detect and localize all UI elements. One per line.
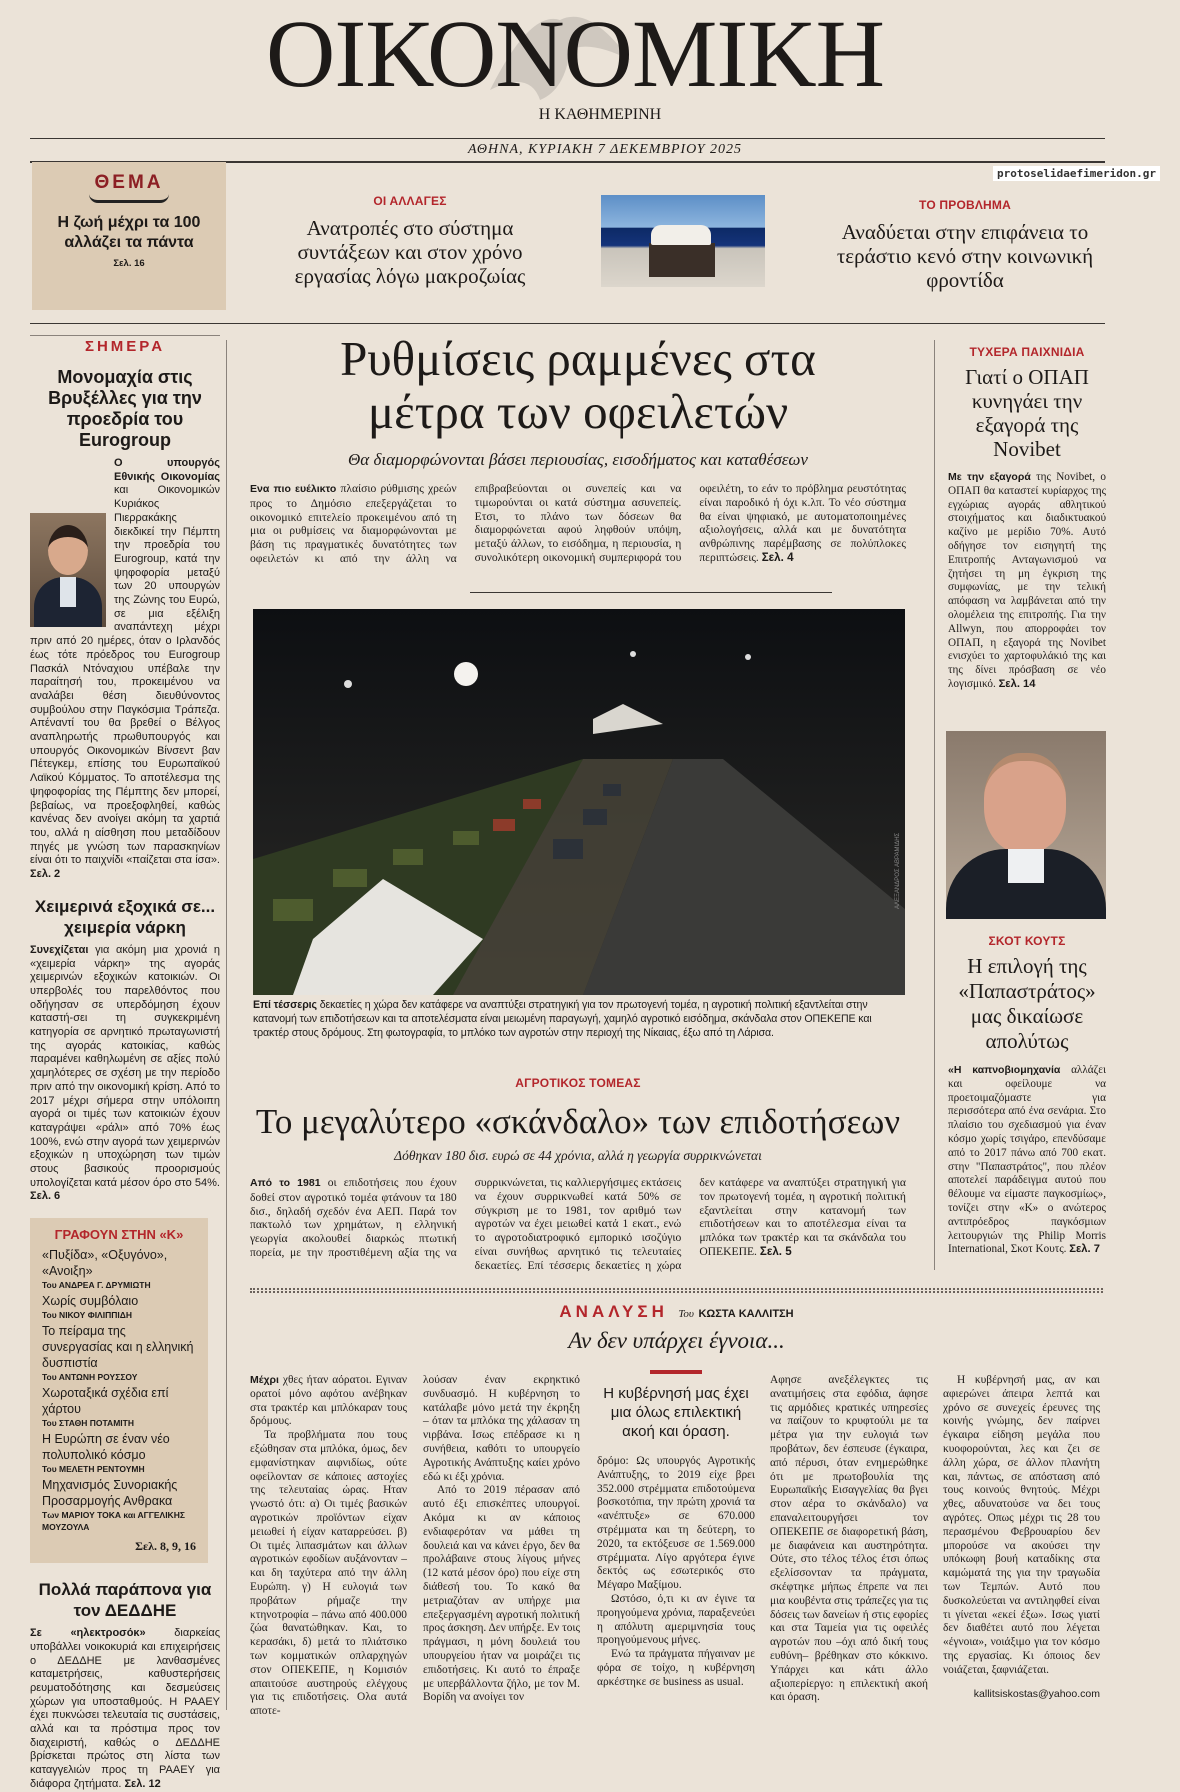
changes-headline: Ανατροπές στο σύστημα συντάξεων και στον χρόνο εργασίας λόγω μακροζωίας (294, 216, 526, 288)
analysis-header (250, 1302, 1103, 1354)
brace-icon (89, 194, 169, 203)
writers-item-title: Μηχανισμός Συνοριακής Προσαρμογής Ανθρακα (42, 1478, 178, 1509)
coutts-article[interactable] (948, 934, 1106, 1257)
deddie-lead: Σε «ηλεκτροσόκ» (30, 1627, 146, 1640)
masthead-title: ΟΙΚΟΝΟΜΙΚΗ (266, 0, 884, 107)
agri-kicker: ΑΓΡΟΤΙΚΟΣ ΤΟΜΕΑΣ (515, 1076, 641, 1090)
lead-subtitle: Θα διαμορφώνονται βάσει περιουσίας, εισοδήματος και καταθέσεων (348, 450, 808, 469)
pierrakakis-photo (30, 513, 106, 627)
quote-accent-bar (650, 1370, 702, 1374)
writers-item-author: Των ΜΑΡΙΟΥ ΤΟΚΑ και ΑΓΓΕΛΙΚΗΣ ΜΟΥΖΟΥΛΑ (42, 1510, 185, 1533)
changes-kicker: ΟΙ ΑΛΛΑΓΕΣ (373, 194, 447, 208)
winter-headline: Χειμερινά εξοχικά σε... χειμερία νάρκη (34, 896, 216, 937)
section-today: ΣΗΜΕΡΑ (30, 335, 220, 355)
issue-date: ΑΘΗΝΑ, ΚΥΡΙΑΚΗ 7 ΔΕΚΕΜΒΡΙΟΥ 2025 (467, 142, 743, 157)
thema-box[interactable] (32, 162, 226, 310)
farmers-blockade-photo (253, 609, 905, 995)
pull-quote: Η κυβέρνησή μας έχει μια όλως επιλεκτική ακοή και όραση. (603, 1385, 749, 1440)
problem-teaser[interactable] (820, 198, 1110, 292)
caption-body: δεκαετίες η χώρα δεν κατάφερε να αναπτύξει στρατηγική για τον πρωτογενή τομέα, η αγροτική πολιτική εξαντλείται στην κατανομή των επιδοτήσεων και τα αποτελέσματα είναι μειωμένη παραγωγή, χαμηλό αγροτικό εισόδημα, σκάνδαλα στον ΟΠΕΚΕΠΕ και τρακτέρ στους δρόμους. Στη φωτογραφία, το μπλόκο των αγροτών στην περιοχή της Νίκαιας, έξω από τη Λάρισα. (253, 999, 872, 1039)
agri-lead: Από το 1981 (250, 1177, 321, 1189)
writers-item-author: Του ΣΤΑΘΗ ΠΟΤΑΜΙΤΗ (42, 1418, 134, 1429)
writers-item[interactable] (42, 1323, 196, 1383)
paragraph: Ενώ τα πράγματα πήγαιναν με φόρα σε τοίχο, η κυβέρνηση αρκέστηκε σε business as usual. (597, 1648, 755, 1688)
masthead-subtitle: Η ΚΑΘΗΜΕΡΙΝΗ (538, 106, 662, 123)
photo-caption (253, 998, 903, 1040)
writers-pages: Σελ. 8, 9, 16 (135, 1539, 196, 1554)
agri-subtitle: Δόθηκαν 180 δισ. ευρώ σε 44 χρόνια, αλλά η γεωργία συρρικνώνεται (394, 1148, 762, 1163)
lead-story[interactable] (250, 332, 906, 580)
writers-item-title: Χωρίς συμβόλαιο (42, 1294, 139, 1309)
writers-item[interactable] (42, 1247, 196, 1291)
elderly-bench-photo (601, 195, 765, 287)
svg-text:ΑΛΕΞΑΝΔΡΟΣ ΑΒΡΑΜΙΔΗΣ: ΑΛΕΞΑΝΔΡΟΣ ΑΒΡΑΜΙΔΗΣ (895, 832, 901, 909)
opap-page: Σελ. 14 (998, 677, 1036, 690)
paragraph: Από το 2019 πέρασαν από αυτό έξι επισκέπτες υπουργοί. Ακόμα κι αν κάποιος ενδιαφερόταν να μάθει τη δουλειά και να κάνει έργο, δεν θα προλάβαινε στους λίγους μήνες (12 κατά μέσον όρο) που είχε στη διάθεσή του. Το κακό θα μετριαζόταν αν υπήρχε μια επεξεργασμένη αγροτική πολιτική προς άσκηση. Δεν υπήρξε. Εν τοις πράγμασι, η μόνη δουλειά του υπουργείου ήταν να μοιράζει τις επιδοτήσεις. Κι αυτό το έπραξε με υπερβάλλοντα ζήλο, με τον Μ. Βορίδη να ανοίγει τον (423, 1484, 580, 1704)
analysis-lead: Μέχρι (250, 1374, 279, 1386)
coutts-body: αλλάζει και οφείλουμε να προετοιμαζόμαστε για περισσότερα από ένα σενάρια. Στο πλαίσιο του σχεδιασμού για έναν κόσμο χωρίς τσιγάρο, επενδύσαμε από το 2017 πάνω από 700 εκατ. στην "Παπαστράτος", που πλέον αποτελεί παράδειγμα αυτού που θέλουμε να είμαστε παγκοσμίως», τονίζει στην «Κ» ο ανώτερος αντιπρόεδρος παγκόσμιων λειτουργιών της Philip Morris International, Σκοτ Κουτς. (948, 1064, 1106, 1256)
lead-story-page: Σελ. 4 (761, 550, 794, 564)
analysis-col-5 (943, 1374, 1100, 1701)
agri-page: Σελ. 5 (759, 1244, 792, 1258)
problem-kicker: ΤΟ ΠΡΟΒΛΗΜΑ (919, 198, 1011, 212)
agri-body: οι επιδοτήσεις που έχουν δοθεί στον αγροτικό τομέα φτάνουν τα 180 δισ., δηλαδή σχεδόν ένα ΑΕΠ. Παρά τον πακτωλό των χρημάτων, η ελληνική γεωργία ακολουθεί διαρκώς πτωτική πορεία, με την προστιθέμενη αξία της να συρρικνώνεται, τις καλλιεργήσιμες εκτάσεις να έχουν συρρικνωθεί κατά 50% σε σύγκριση με το 1981, τον αριθμό των αγροτών να έχει μειωθεί κατά 1 εκατ., ενώ το αγροτοδιατροφικό εμπορικό ισοζύγιο είναι συνήθως αρνητικό τις τελευταίες δεκαετίες. Επί τέσσερις δεκαετίες η χώρα δεν κατάφερε να αναπτύξει στρατηγική για τον πρωτογενή τομέα, η αγροτική πολιτική εξαντλείται στην κατανομή των επιδοτήσεων και το αποτέλεσμα είναι τα μπλόκα των τρακτέρ και τα σκάνδαλα του ΟΠΕΚΕΠΕ. (250, 1176, 906, 1272)
analysis-col-4 (770, 1374, 928, 1705)
caption-lead: Επί τέσσερις (253, 999, 317, 1011)
deddie-page: Σελ. 12 (124, 1777, 161, 1790)
writers-item-author: Του ΝΙΚΟΥ ΦΙΛΙΠΠΙΔΗ (42, 1310, 132, 1321)
paragraph: Η κυβέρνησή μας, αν και αφιερώνει άπειρα λεπτά και χρόνο σε συνεχείς έρευνες της κοινής γνώμης, δεν παίρνει έγκαιρα είδηση μεγάλα που κυοφορούνται, λες και ζει σε άλλη χώρα, σε άλλον πλανήτη και, πάντως, σε απόσταση από τους κοινούς θνητούς. Μέχρι χθες, αδυνατούσε να δει τους αγρότες. Οπως μέχρι τις 28 του περασμένου Φεβρουαρίου δεν μπορούσε να ακούσει την υπόκωφη βουή καταδίκης στα καμώματά της για την τραγωδία των Τεμπών. Αυτό που δυσκολεύεται να αντιληφθεί είναι τι γίνεται «εκεί έξω». Ισως γιατί δεν διαθέτει αυτό που λέγεται «έγνοια», νοιάξιμο για τον κόσμο της εργασίας. Κι όποιος δεν νοιάζεται, ξαφνιάζεται. (943, 1374, 1100, 1676)
writers-item-title: «Πυξίδα», «Οξυγόνο», «Ανοιξη» (42, 1248, 168, 1279)
coutts-headline: Η επιλογή της «Παπαστράτος» μας δικαίωσε απολύτως (958, 954, 1096, 1053)
paragraph: χθες ήταν αόρατοι. Εγιναν ορατοί μόνο αφότου ανέβηκαν στα τρακτέρ και μπλόκαραν τους δρόμους. (250, 1374, 407, 1428)
paragraph: Ωστόσο, ό,τι κι αν έγινε τα προηγούμενα χρόνια, παραξενεύει η απόλυτη αμεριμνησία τους προηγούμενους μήνες. (597, 1592, 755, 1647)
deddie-body: διαρκείας υποβάλλει νοικοκυριά και επιχειρήσεις ο ΔΕΔΔΗΕ με λανθασμένες καταμετρήσεις, καθυστερήσεις ρευματοδότησης και δεσμεύσεις χώρων για υποσταθμούς. Η ΡΑΑΕΥ έχει πυκνώσει τελευταία τις συστάσεις, αλλά και τα πρόστιμα προς τον διαχειριστή, καθώς ο ΔΕΔΔΗΕ βρίσκεται πρώτος στη λίστα των καταγγελιών προς τη ΡΑΑΕΥ για διάφορα ζητήματα. (30, 1627, 220, 1790)
writers-item-title: Η Ευρώπη σε έναν νέο πολυπολικό κόσμο (42, 1432, 170, 1463)
eurogroup-page: Σελ. 2 (30, 868, 61, 881)
watermark-label: protoselidaefimeridon.gr (993, 166, 1160, 181)
eurogroup-headline: Μονομαχία στις Βρυξέλλες για την προεδρία του Eurogroup (48, 367, 202, 450)
byline-prefix: Του (678, 1308, 694, 1320)
winter-lead: Συνεχίζεται (30, 943, 89, 956)
lead-story-lead: Ενα πιο ευέλικτο (250, 483, 337, 495)
agri-story[interactable] (250, 1076, 906, 1274)
paragraph: δρόμο: Ως υπουργός Αγροτικής Ανάπτυξης, το 2019 είχε βρει 352.000 στρέμματα επιδοτούμενα βοσκοτόπια, την πρώτη χρονιά τα «ανέπτυξε» σε 670.000 στρέμματα και τη δεύτερη, το 2020, τα εκτόξευσε σε 1.569.000 στρέμματα. Λίγο αργότερα έγινε δεκτός ως εσωτερικός στο Μέγαρο Μαξίμου. (597, 1455, 755, 1592)
writers-item[interactable] (42, 1385, 196, 1429)
coutts-page: Σελ. 7 (1069, 1243, 1100, 1256)
opap-kicker: ΤΥΧΕΡΑ ΠΑΙΧΝΙΔΙΑ (969, 345, 1085, 359)
paragraph: Τα προβλήματα που τους εξώθησαν στα μπλόκα, όμως, δεν εμφανίστηκαν αιφνιδίως, ούτε οφείλονταν σε κάποιες αστοχίες της τελευταίας ώρας. Ηταν γνωστό ότι: α) Οι τιμές βασικών αγροτικών προϊόντων είχαν μειωθεί ή είχαν καταρρεύσει. β) Οι τιμές λιπασμάτων και άλλων αγροτικών εφοδίων αυξάνονταν – και δη ταχύτερα από την άλλη Ευρώπη. γ) Η ευλογιά των προβάτων ρήμαζε την κτηνοτροφία – πάνω από 400.000 ζώα θανατώθηκαν. Και, το κερασάκι, δ) μετά το πλιάτσικο των κομματικών οπλαρχηγών στον ΟΠΕΚΕΠΕ, η Κομισιόν απαιτούσε αυστηρούς ελέγχους για τις επιδοτήσεις. Ολα αυτά αποτε- (250, 1429, 407, 1718)
writers-item-author: Του ΑΝΤΩΝΗ ΡΟΥΣΣΟΥ (42, 1372, 138, 1383)
analysis-col-3 (597, 1370, 755, 1690)
opap-lead: Με την εξαγορά (948, 471, 1031, 483)
analysis-col-1 (250, 1374, 407, 1719)
writers-box[interactable] (30, 1218, 208, 1563)
thema-headline: Η ζωή μέχρι τα 100 αλλάζει τα πάντα (57, 214, 201, 251)
analysis-label: ΑΝΑΛΥΣΗ (559, 1302, 668, 1321)
winter-body: για ακόμη μια χρονιά η «χειμερία νάρκη» της αγοράς χειμερινών εξοχικών κατοικιών. Οι υπερβολές του παρελθόντος που οδήγησαν σε υπερδόμηση έχουν καταστή-σει τη συγκεκριμένη κατηγορία σε αρνητικό πρωταγωνιστή της αγοράς κατοικίας, καθώς παραμένει καθηλωμένη σε αξίες πολύ χαμηλότερες σε σχέση με την περίοδο πριν από την οικονομική κρίση. Από το 2017 μέχρι σήμερα στην υπόλοιπη αγορά οι τιμές των κατοικιών έχουν καταγράψει «ράλι» από 70% έως 100%, ενώ στην αγορά των χειμερινών εξοχικών η υποχώρηση των τιμών στους βασικούς προορισμούς υπολογίζεται κατά μέσον όρο στο 54%. (30, 943, 220, 1189)
writers-title: ΓΡΑΦΟΥΝ ΣΤΗΝ «Κ» (54, 1227, 184, 1243)
problem-headline: Αναδύεται στην επιφάνεια το τεράστιο κενό στην κοινωνική φροντίδα (836, 220, 1094, 292)
writers-item[interactable] (42, 1477, 196, 1533)
analysis-top-rule (250, 1288, 1103, 1293)
coutts-lead: «Η καπνοβιομηχανία (948, 1064, 1061, 1076)
changes-teaser[interactable] (260, 194, 560, 288)
left-column (30, 335, 220, 1792)
writers-item[interactable] (42, 1293, 196, 1321)
opap-article[interactable] (948, 345, 1106, 692)
paragraph: λούσαν έναν εκρηκτικό συνδυασμό. Η κυβέρνηση το κατάλαβε μόνο μετά την έκρηξη – όταν τα μπλόκα της χάλασαν τη νιρβάνα. Ισως επέδρασε κι η συνήθεια, καθότι το υπουργείο Αγροτικής Ανάπτυξης καίει χρόνο εδώ κι έξι χρόνια. (423, 1374, 580, 1483)
writers-item-author: Του ΜΕΛΕΤΗ ΡΕΝΤΟΥΜΗ (42, 1464, 145, 1475)
scott-coutts-photo (946, 731, 1106, 919)
winter-homes-article[interactable] (30, 896, 220, 1204)
thema-label: ΘΕΜΑ (94, 172, 164, 193)
winter-page: Σελ. 6 (30, 1190, 61, 1203)
lead-headline: Ρυθμίσεις ραμμένες στα μέτρα των οφειλετών (340, 331, 816, 439)
thema-page: Σελ. 16 (113, 258, 145, 269)
deddie-headline: Πολλά παράπονα για τον ΔΕΔΔΗΕ (38, 1580, 212, 1621)
author-email[interactable]: kallitsiskostas@yahoo.com (973, 1687, 1100, 1700)
opap-headline: Γιατί ο ΟΠΑΠ κυνηγάει την εξαγορά της Novibet (965, 365, 1089, 461)
analysis-col-2 (423, 1374, 580, 1705)
writers-item[interactable] (42, 1431, 196, 1475)
eurogroup-lead: Ο υπουργός Εθνικής Οικονομίας (114, 457, 220, 483)
writers-item-author: Του ΑΝΔΡΕΑ Γ. ΔΡΥΜΙΩΤΗ (42, 1280, 151, 1291)
writers-item-title: Το πείραμα της συνεργασίας και η ελληνική δυσπιστία (42, 1324, 194, 1371)
deddie-article[interactable] (30, 1579, 220, 1791)
agri-headline: Το μεγαλύτερο «σκάνδαλο» των επιδοτήσεων (255, 1102, 901, 1141)
analysis-headline: Αν δεν υπάρχει έγνοια... (568, 1328, 785, 1353)
lead-story-body: πλαίσιο ρύθμισης χρεών προς το Δημόσιο επεξεργάζεται το οικονομικό επιτελείο προκειμένου από τη μια οι ρυθμίσεις να διαμορφώνονται με βάση τις πραγματικές δυνατότητες των οφειλετών κι από την άλλη να επιβραβεύονται οι συνεπείς και να τιμωρούνται οι κατά σύστημα ασυνεπείς. Ετσι, το πλάνο των δόσεων θα διαμορφώνεται αφού ληφθούν υπόψη, μεταξύ άλλων, το εισόδημα, η περιουσία, η συνολικότερη οικονομική συμπεριφορά του οφειλέτη, το εάν το πρόβλημα ρευστότητας είναι παροδικό ή όχι κ.λπ. Το νέο σύστημα θα είναι ψηφιακό, με αυτοματοποιημένες αξιολογήσεις, αλλά και με δυνατότητα ανθρώπινης παρέμβασης σε πολύπλοκες περιπτώσεις. (250, 482, 906, 565)
eurogroup-body: και Οικονομικών Κυριάκος Πιερρακάκης διεκδικεί την Πέμπτη την προεδρία του Eurogroup, κατά την ψηφοφορία μεταξύ των 20 υπουργών της Ζώνης του Ευρώ, σε μια εξέλιξη αναπάντεχη μέχρι πριν από 20 ημέρες, όταν ο Ιρλανδός έως τότε πρόεδρος του Eurogroup Πασκάλ Ντόναχιου υπέβαλε την παραίτησή του, προκειμένου να αναλάβει θέση διευθύνοντος συμβούλου στην Παγκόσμια Τράπεζα. Απέναντί του θα βρεθεί ο Βέλγος αναπληρωτής πρωθυπουργός και υπουργός Οικονομικών Βίνσεντ βαν Πέτεγκεμ, επίσης του Ευρωπαϊκού Λαϊκού Κόμματος. Το αποτέλεσμα της ψηφοφορίας της Πέμπτης δεν μπορεί, βεβαίως, να προεξοφληθεί, καθώς κανένας δεν ανοίγει ακόμη τα χαρτιά του, αλλά η αίσθηση που μεταδίδουν πηγές με γνώση των παρασκηνίων είναι ότι το παιχνίδι «παίζεται στα ίσα». (30, 484, 220, 867)
eurogroup-article[interactable] (30, 367, 220, 882)
paragraph: Αφησε ανεξέλεγκτες τις ανατιμήσεις στα εφόδια, άφησε τις αρμόδιες κρατικές υπηρεσίες να παίζουν το κρυφτούλι με τα μέτρα για την ευλογιά των προβάτων, δεν έσπευσε (έγκαιρα, από πέρυσι, όταν ενημερώθηκε ότι με πρωτοβουλία της Ευρωπαϊκής Εισαγγελίας θα βγει στον αέρα το σκάνδαλο) να επαναλειτουργήσει τον ΟΠΕΚΕΠΕ σε διαφορετική βάση, με διαφάνεια και αυστηρότητα. Ούτε, στο τέλος τέλος έτσι όπως εξελίσσονταν τα πράγματα, σκέφτηκε μήπως έπρεπε να πει μια κουβέντα στις τράπεζες για τις δόσεις των δανείων ή στις εφορίες και στα Ταμεία για τις οφειλές αγροτών που –όχι από δική τους ευθύνη– βρέθηκαν στο κόκκινο. Υπάρχει και κάτι άλλο αξιοπερίεργο: η επιλεκτική ακοή και όραση. (770, 1374, 928, 1704)
analysis-author: ΚΩΣΤΑ ΚΑΛΛΙΤΣΗ (698, 1308, 794, 1320)
coutts-kicker: ΣΚΟΤ ΚΟΥΤΣ (988, 934, 1066, 948)
writers-item-title: Χωροταξικά σχέδια επί χάρτου (42, 1386, 169, 1417)
opap-body: της Novibet, ο ΟΠΑΠ θα καταστεί κυρίαρχος της εγχώριας αγοράς αθλητικού στοιχήματος και διαδικτυακού καζίνο με μερίδιο 70%. Αυτό οδήγησε τον εισηγητή της Επιτροπής Ανταγωνισμού να ζητήσει τη μη έγκριση της συμφωνίας, με την τελική απόφαση να λαμβάνεται από την ολομέλεια της επιτροπής. Για την Allwyn, που απορροφάει τον ΟΠΑΠ, η εξαγορά της Novibet ενισχύει το χαρτοφυλάκιό της και της δίνει πρόσβαση σε νέο λογισμικό. (948, 471, 1106, 690)
